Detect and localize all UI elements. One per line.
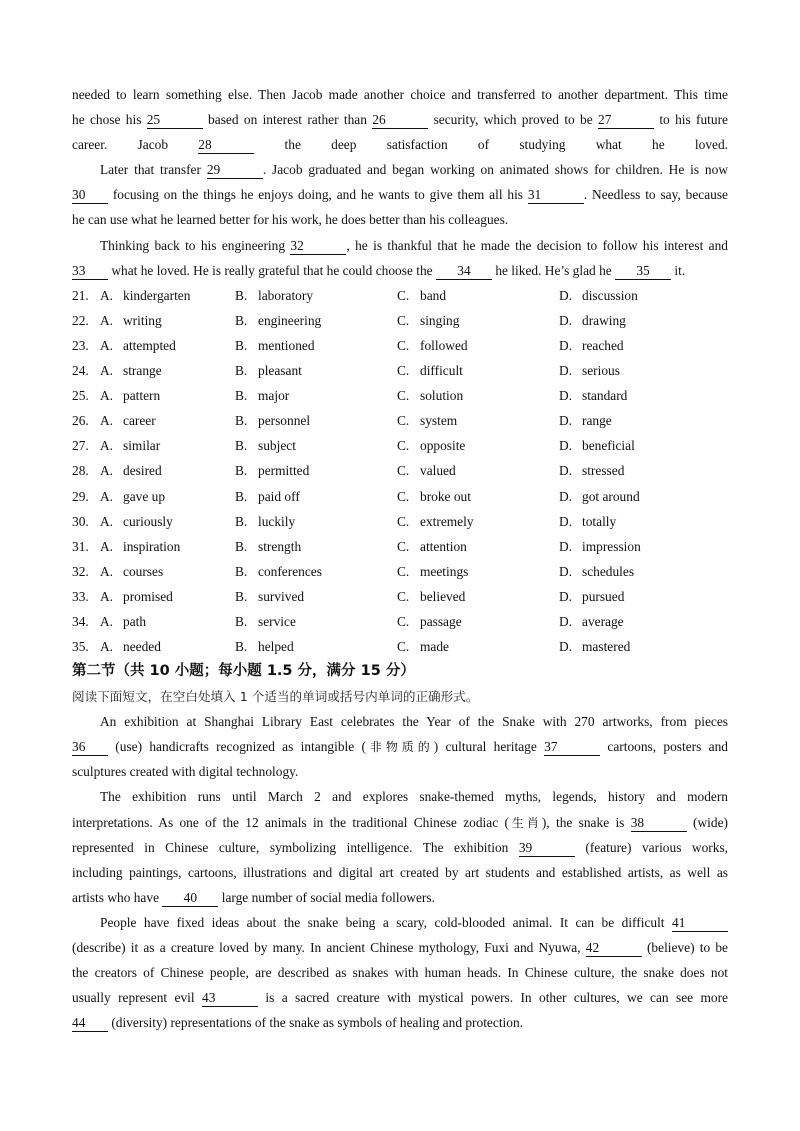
option-text: believed (420, 588, 466, 604)
option-letter: D. (559, 388, 573, 404)
option-letter: C. (397, 463, 410, 479)
option-c[interactable] (397, 433, 559, 458)
passage-line (72, 885, 728, 910)
blank-36[interactable]: 36 (72, 740, 108, 756)
passage-line (72, 258, 728, 283)
option-b[interactable] (235, 358, 397, 383)
option-c[interactable] (397, 458, 559, 483)
option-text: attention (420, 538, 467, 554)
passage-line (72, 107, 728, 132)
option-letter: D. (559, 563, 573, 579)
passage-text: based on interest rather than (202, 112, 373, 128)
question-number: 28. (72, 463, 89, 479)
option-text: promised (123, 588, 173, 604)
option-text: difficult (420, 363, 463, 379)
option-text: writing (123, 312, 162, 328)
option-a[interactable] (100, 458, 235, 483)
option-text: passage (420, 613, 462, 629)
blank-39[interactable]: 39 (519, 841, 575, 857)
option-a[interactable] (100, 333, 235, 358)
option-text: band (420, 287, 447, 303)
passage-text: ), the snake is (541, 814, 631, 830)
question-row (72, 484, 728, 509)
option-letter: C. (397, 388, 410, 404)
option-letter: D. (559, 438, 573, 454)
option-text: schedules (582, 563, 635, 579)
blank-29[interactable]: 29 (207, 163, 263, 179)
question-number: 31. (72, 538, 89, 554)
passage-text: what he loved. He is really grateful that he could choose the (108, 262, 436, 278)
option-letter: B. (235, 513, 248, 529)
option-c[interactable] (397, 358, 559, 383)
option-letter: C. (397, 563, 410, 579)
option-text: discussion (582, 287, 638, 303)
option-letter: B. (235, 312, 248, 328)
option-d[interactable] (559, 584, 709, 609)
question-number: 26. (72, 413, 89, 429)
passage-text: he liked. He’s glad he (491, 262, 616, 278)
option-b[interactable] (235, 408, 397, 433)
passage-line (72, 132, 728, 157)
passage-text: People have fixed ideas about the snake being a scary, cold-blooded animal. It can be difficult (100, 914, 672, 930)
option-text: engineering (258, 312, 322, 328)
option-text: beneficial (582, 438, 635, 454)
option-d[interactable] (559, 634, 709, 659)
question-list (72, 283, 728, 659)
passage-text: ) cultural heritage (433, 739, 545, 755)
option-c[interactable] (397, 333, 559, 358)
option-letter: C. (397, 588, 410, 604)
passage-text: (describe) it as a creature loved by many. In ancient Chinese mythology, Fuxi and Nyuwa, (72, 940, 586, 955)
option-text: kindergarten (123, 287, 191, 303)
option-text: serious (582, 363, 620, 379)
question-row (72, 559, 728, 584)
question-number: 35. (72, 639, 89, 655)
option-letter: C. (397, 538, 410, 554)
option-a[interactable] (100, 584, 235, 609)
passage-text: the deep satisfaction of studying what he loved. (254, 137, 728, 153)
passage-text: needed to learn something else. Then Jacob made another choice and transferred to another department. This time (72, 87, 728, 102)
question-row (72, 283, 728, 308)
passage-line (72, 157, 728, 182)
option-letter: B. (235, 413, 248, 429)
passage-text: he chose his (72, 112, 147, 128)
option-text: survived (258, 588, 305, 604)
option-a[interactable] (100, 634, 235, 659)
passage-text: artists who have (72, 889, 163, 905)
option-a[interactable] (100, 408, 235, 433)
question-row (72, 308, 728, 333)
option-letter: D. (559, 588, 573, 604)
option-text: average (582, 613, 624, 629)
passage-text: security, which proved to be (428, 112, 599, 128)
passage-line (72, 960, 728, 985)
option-text: inspiration (123, 538, 181, 554)
option-letter: A. (100, 513, 114, 529)
option-b[interactable] (235, 484, 397, 509)
question-row (72, 609, 728, 634)
option-letter: A. (100, 363, 114, 379)
option-letter: D. (559, 363, 573, 379)
option-letter: C. (397, 363, 410, 379)
option-a[interactable] (100, 484, 235, 509)
option-text: permitted (258, 463, 310, 479)
passage-text: represented in Chinese culture, symbolizing intelligence. The exhibition (72, 839, 519, 855)
passage-text: (feature) various works, (574, 839, 729, 855)
option-a[interactable] (100, 358, 235, 383)
passage-line (72, 82, 728, 107)
option-text: impression (582, 538, 641, 554)
passage-text: he can use what he learned better for his work, he does better than his colleagues. (72, 212, 509, 228)
blank-42[interactable]: 42 (586, 941, 642, 957)
option-text: helped (258, 639, 294, 655)
blank-27[interactable]: 27 (598, 113, 654, 129)
option-letter: A. (100, 563, 114, 579)
option-text: desired (123, 463, 162, 479)
option-text: broke out (420, 488, 471, 504)
option-a[interactable] (100, 534, 235, 559)
blank-34[interactable]: 34 (436, 264, 492, 280)
option-text: conferences (258, 563, 322, 579)
option-letter: B. (235, 639, 248, 655)
option-b[interactable] (235, 634, 397, 659)
option-text: courses (123, 563, 164, 579)
option-b[interactable] (235, 433, 397, 458)
question-row (72, 433, 728, 458)
option-text: system (420, 413, 458, 429)
option-text: pattern (123, 388, 161, 404)
question-number: 23. (72, 337, 89, 353)
passage-line (72, 810, 728, 835)
option-letter: A. (100, 613, 114, 629)
option-letter: C. (397, 337, 410, 353)
passage-text: is a sacred creature with mystical powers. In other cultures, we can see more (258, 990, 728, 1006)
option-d[interactable] (559, 433, 709, 458)
option-text: pursued (582, 588, 625, 604)
option-a[interactable] (100, 509, 235, 534)
passage-line (72, 910, 728, 935)
option-text: strange (123, 363, 162, 379)
passage-text: interpretations. As one of the 12 animals in the traditional Chinese zodiac ( (72, 814, 509, 830)
passage-text: The exhibition runs until March 2 and explores snake-themed myths, legends, history and modern (100, 789, 728, 805)
option-text: service (258, 613, 296, 629)
passage-line (72, 985, 728, 1010)
option-c[interactable] (397, 283, 559, 308)
option-text: curiously (123, 513, 173, 529)
passage-text: focusing on the things he enjoys doing, and he wants to give them all his (108, 187, 528, 203)
option-text: range (582, 413, 612, 429)
option-letter: C. (397, 613, 410, 629)
option-letter: D. (559, 413, 573, 429)
question-number: 34. (72, 613, 89, 629)
option-letter: A. (100, 538, 114, 554)
option-b[interactable] (235, 534, 397, 559)
option-letter: A. (100, 438, 114, 454)
option-c[interactable] (397, 383, 559, 408)
option-letter: D. (559, 613, 573, 629)
passage-line (72, 759, 728, 784)
option-a[interactable] (100, 383, 235, 408)
option-c[interactable] (397, 609, 559, 634)
blank-35[interactable]: 35 (615, 264, 671, 280)
blank-41[interactable]: 41 (672, 916, 728, 932)
option-text: luckily (258, 513, 296, 529)
option-letter: D. (559, 312, 573, 328)
option-letter: D. (559, 337, 573, 353)
option-c[interactable] (397, 559, 559, 584)
passage-text: . Needless to say, because (583, 187, 728, 203)
passage-text: , he is thankful that he made the decision to follow his interest and (346, 237, 728, 253)
blank-38[interactable]: 38 (631, 816, 687, 832)
option-letter: D. (559, 287, 573, 303)
option-b[interactable] (235, 509, 397, 534)
option-text: personnel (258, 413, 311, 429)
option-d[interactable] (559, 383, 709, 408)
option-d[interactable] (559, 559, 709, 584)
option-text: followed (420, 337, 468, 353)
question-row (72, 333, 728, 358)
option-c[interactable] (397, 509, 559, 534)
option-letter: B. (235, 538, 248, 554)
option-b[interactable] (235, 609, 397, 634)
passage-text: to his future (654, 112, 728, 128)
passage-line (72, 835, 728, 860)
option-d[interactable] (559, 609, 709, 634)
option-b[interactable] (235, 308, 397, 333)
option-text: totally (582, 513, 617, 529)
option-d[interactable] (559, 509, 709, 534)
blank-30[interactable]: 30 (72, 188, 108, 204)
option-letter: B. (235, 588, 248, 604)
passage-line (72, 784, 728, 809)
option-a[interactable] (100, 433, 235, 458)
option-letter: B. (235, 363, 248, 379)
option-letter: A. (100, 588, 114, 604)
option-letter: D. (559, 639, 573, 655)
option-text: path (123, 613, 147, 629)
option-text: reached (582, 337, 624, 353)
passage-line (72, 935, 728, 960)
option-letter: A. (100, 337, 114, 353)
passage-text: (wide) (686, 814, 728, 830)
passage-text: . Jacob graduated and began working on animated shows for children. He is now (262, 162, 728, 178)
passage-line (72, 233, 728, 258)
option-letter: A. (100, 463, 114, 479)
question-number: 22. (72, 312, 89, 328)
option-text: attempted (123, 337, 176, 353)
passage-text: the creators of Chinese people, are described as snakes with human heads. In Chinese culture, the snake does not (72, 965, 728, 981)
question-number: 33. (72, 588, 89, 604)
option-a[interactable] (100, 559, 235, 584)
question-number: 25. (72, 388, 89, 404)
option-letter: C. (397, 438, 410, 454)
option-letter: A. (100, 639, 114, 655)
option-letter: C. (397, 488, 410, 504)
blank-44[interactable]: 44 (72, 1016, 108, 1032)
question-row (72, 458, 728, 483)
question-row (72, 534, 728, 559)
section-instruction: 阅读下面短文，在空白处填入 1 个适当的单词或括号内单词的正确形式。 (72, 689, 479, 705)
option-a[interactable] (100, 308, 235, 333)
option-b[interactable] (235, 559, 397, 584)
option-a[interactable] (100, 609, 235, 634)
option-b[interactable] (235, 584, 397, 609)
option-letter: C. (397, 287, 410, 303)
option-c[interactable] (397, 634, 559, 659)
passage-text: usually represent evil (72, 990, 202, 1006)
passage-text: sculptures created with digital technology. (72, 764, 299, 780)
question-row (72, 634, 728, 659)
option-text: meetings (420, 563, 469, 579)
option-letter: D. (559, 538, 573, 554)
option-text: major (258, 388, 290, 404)
passage-text: career. Jacob (72, 137, 199, 153)
option-text: gave up (123, 488, 166, 504)
passage-text: cartoons, posters and (600, 739, 728, 755)
option-d[interactable] (559, 458, 709, 483)
option-text: opposite (420, 438, 466, 454)
question-row (72, 408, 728, 433)
option-text: standard (582, 388, 628, 404)
option-text: paid off (258, 488, 300, 504)
option-text: mastered (582, 639, 631, 655)
passage-text: Thinking back to his engineering (100, 237, 291, 253)
question-number: 21. (72, 287, 89, 303)
passage-text: (use) handicrafts recognized as intangible ( (108, 739, 366, 755)
option-c[interactable] (397, 584, 559, 609)
option-text: drawing (582, 312, 626, 328)
option-letter: A. (100, 413, 114, 429)
option-letter: D. (559, 488, 573, 504)
option-letter: D. (559, 513, 573, 529)
cloze-passage (72, 82, 728, 283)
option-letter: C. (397, 513, 410, 529)
option-letter: B. (235, 463, 248, 479)
blank-26[interactable]: 26 (372, 113, 428, 129)
option-text: valued (420, 463, 456, 479)
passage-line (72, 182, 728, 207)
blank-32[interactable]: 32 (290, 239, 346, 255)
question-number: 32. (72, 563, 89, 579)
option-letter: B. (235, 388, 248, 404)
option-a[interactable] (100, 283, 235, 308)
option-letter: B. (235, 488, 248, 504)
option-letter: C. (397, 312, 410, 328)
blank-31[interactable]: 31 (528, 188, 584, 204)
blank-25[interactable]: 25 (147, 113, 203, 129)
question-number: 29. (72, 488, 89, 504)
option-letter: B. (235, 287, 248, 303)
passage-text: (diversity) representations of the snake as symbols of healing and protection. (108, 1015, 523, 1031)
option-d[interactable] (559, 484, 709, 509)
option-letter: A. (100, 488, 114, 504)
option-text: solution (420, 388, 464, 404)
option-d[interactable] (559, 408, 709, 433)
option-text: laboratory (258, 287, 314, 303)
option-text: subject (258, 438, 296, 454)
option-b[interactable] (235, 283, 397, 308)
option-letter: D. (559, 463, 573, 479)
blank-33[interactable]: 33 (72, 264, 108, 280)
option-letter: C. (397, 639, 410, 655)
passage-line (72, 207, 728, 232)
option-text: strength (258, 538, 302, 554)
question-row (72, 509, 728, 534)
grammar-fill-passage (72, 709, 728, 1035)
blank-43[interactable]: 43 (202, 991, 258, 1007)
passage-line (72, 860, 728, 885)
passage-text: (believe) to be (641, 940, 728, 955)
option-letter: A. (100, 388, 114, 404)
option-letter: A. (100, 312, 114, 328)
option-text: made (420, 639, 449, 655)
option-text: mentioned (258, 337, 315, 353)
passage-line (72, 1010, 728, 1035)
option-text: stressed (582, 463, 625, 479)
option-letter: B. (235, 613, 248, 629)
question-number: 30. (72, 513, 89, 529)
option-text: pleasant (258, 363, 302, 379)
option-text: singing (420, 312, 460, 328)
option-letter: A. (100, 287, 114, 303)
question-row (72, 358, 728, 383)
option-d[interactable] (559, 534, 709, 559)
option-d[interactable] (559, 283, 709, 308)
option-text: needed (123, 639, 161, 655)
option-text: extremely (420, 513, 474, 529)
passage-text: including paintings, cartoons, illustrations and digital art created by art students and established artists, as well as (72, 864, 728, 880)
question-number: 27. (72, 438, 89, 454)
option-letter: B. (235, 337, 248, 353)
passage-text: it. (671, 262, 686, 278)
passage-line (72, 709, 728, 734)
option-c[interactable] (397, 408, 559, 433)
option-b[interactable] (235, 458, 397, 483)
passage-text: Later that transfer (100, 162, 207, 178)
blank-28[interactable]: 28 (198, 138, 254, 154)
option-text: career (123, 413, 156, 429)
question-row (72, 584, 728, 609)
option-b[interactable] (235, 333, 397, 358)
option-d[interactable] (559, 358, 709, 383)
option-c[interactable] (397, 534, 559, 559)
option-text: got around (582, 488, 640, 504)
option-letter: B. (235, 563, 248, 579)
option-letter: B. (235, 438, 248, 454)
exam-page (72, 82, 728, 1035)
option-c[interactable] (397, 308, 559, 333)
blank-37[interactable]: 37 (544, 740, 600, 756)
option-d[interactable] (559, 308, 709, 333)
option-letter: C. (397, 413, 410, 429)
question-number: 24. (72, 363, 89, 379)
passage-text: large number of social media followers. (218, 889, 435, 905)
passage-text: An exhibition at Shanghai Library East celebrates the Year of the Snake with 270 artworks, from pieces (100, 714, 728, 730)
option-text: similar (123, 438, 161, 454)
section-title: 第二节（共 10 小题；每小题 1.5 分，满分 15 分） (72, 663, 415, 680)
option-b[interactable] (235, 383, 397, 408)
passage-line (72, 734, 728, 759)
blank-40[interactable]: 40 (162, 891, 218, 907)
option-d[interactable] (559, 333, 709, 358)
option-c[interactable] (397, 484, 559, 509)
chinese-gloss: 非物质的 (365, 740, 434, 755)
chinese-gloss: 生肖 (508, 815, 542, 830)
question-row (72, 383, 728, 408)
